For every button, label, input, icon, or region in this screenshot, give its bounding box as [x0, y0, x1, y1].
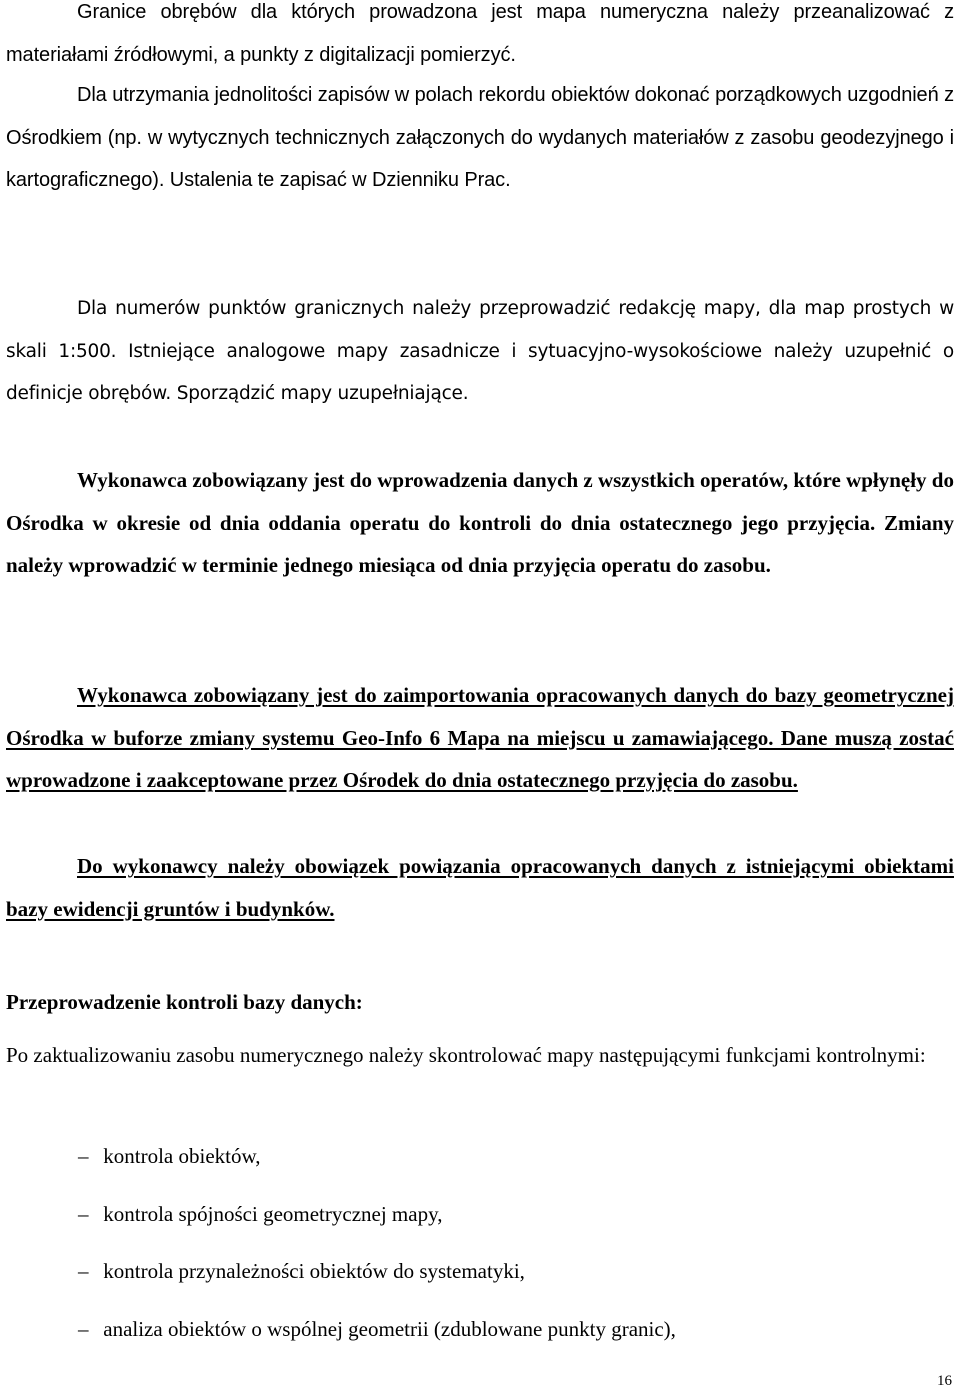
paragraph-import-danych: Wykonawca zobowiązany jest do zaimportowania opracowanych danych do bazy geometrycznej Ośrodka w buforze zmiany systemu Geo-Info 6 Mapa na miejscu u zamawiającego. Dane muszą zostać wprowadzone i zaakceptowane przez Ośrodek do dnia ostatecznego przyjęcia do zasobu.	[6, 683, 954, 792]
list-item-text: kontrola spójności geometrycznej mapy,	[103, 1201, 443, 1226]
list-item-text: kontrola obiektów,	[103, 1144, 261, 1168]
list-item	[78, 1307, 676, 1365]
list-item	[78, 1192, 676, 1250]
list-item	[78, 1134, 676, 1192]
list-item-text: kontrola przynależności obiektów do systematyki,	[103, 1259, 525, 1283]
paragraph-granice-obrebow: Granice obrębów dla których prowadzona jest mapa numeryczna należy przeanalizować z materiałami źródłowymi, a punkty z digitalizacji pomierzyć.	[6, 1, 954, 66]
page-number: 16	[937, 1373, 952, 1389]
paragraph-powiazanie-danych: Do wykonawcy należy obowiązek powiązania opracowanych danych z istniejącymi obiektami bazy ewidencji gruntów i budynków.	[6, 854, 954, 921]
dash-bullet-icon: –	[78, 1201, 89, 1226]
section-heading-kontrola-bazy: Przeprowadzenie kontroli bazy danych:	[6, 990, 363, 1014]
list-item	[78, 1249, 676, 1307]
paragraph-numery-punktow: Dla numerów punktów granicznych należy przeprowadzić redakcję mapy, dla map prostych w skali 1:500. Istniejące analogowe mapy zasadnicze i sytuacyjno-wysokościowe należy uzupełnić o definicje obrębów. Sporządzić mapy uzupełniające.	[6, 298, 954, 404]
dash-bullet-icon: –	[78, 1259, 89, 1283]
list-item-text: analiza obiektów o wspólnej geometrii (zdublowane punkty granic),	[103, 1316, 676, 1341]
paragraph-jednolitosc-zapisow: Dla utrzymania jednolitości zapisów w polach rekordu obiektów dokonać porządkowych uzgodnień z Ośrodkiem (np. w wytycznych technicznych załączonych do wydanych materiałów z zasobu geodezyjnego i kartograficznego). Ustalenia te zapisać w Dzienniku Prac.	[6, 84, 954, 191]
control-functions-list	[78, 1134, 676, 1364]
dash-bullet-icon: –	[78, 1144, 89, 1168]
dash-bullet-icon: –	[78, 1316, 89, 1341]
paragraph-wprowadzenie-danych: Wykonawca zobowiązany jest do wprowadzenia danych z wszystkich operatów, które wpłynęły do Ośrodka w okresie od dnia oddania operatu do kontroli do dnia ostatecznego jego przyjęcia. Zmiany należy wprowadzić w terminie jednego miesiąca od dnia przyjęcia operatu do zasobu.	[6, 468, 954, 577]
section-intro: Po zaktualizowaniu zasobu numerycznego należy skontrolować mapy następującymi funkcjami kontrolnymi:	[6, 1043, 926, 1067]
